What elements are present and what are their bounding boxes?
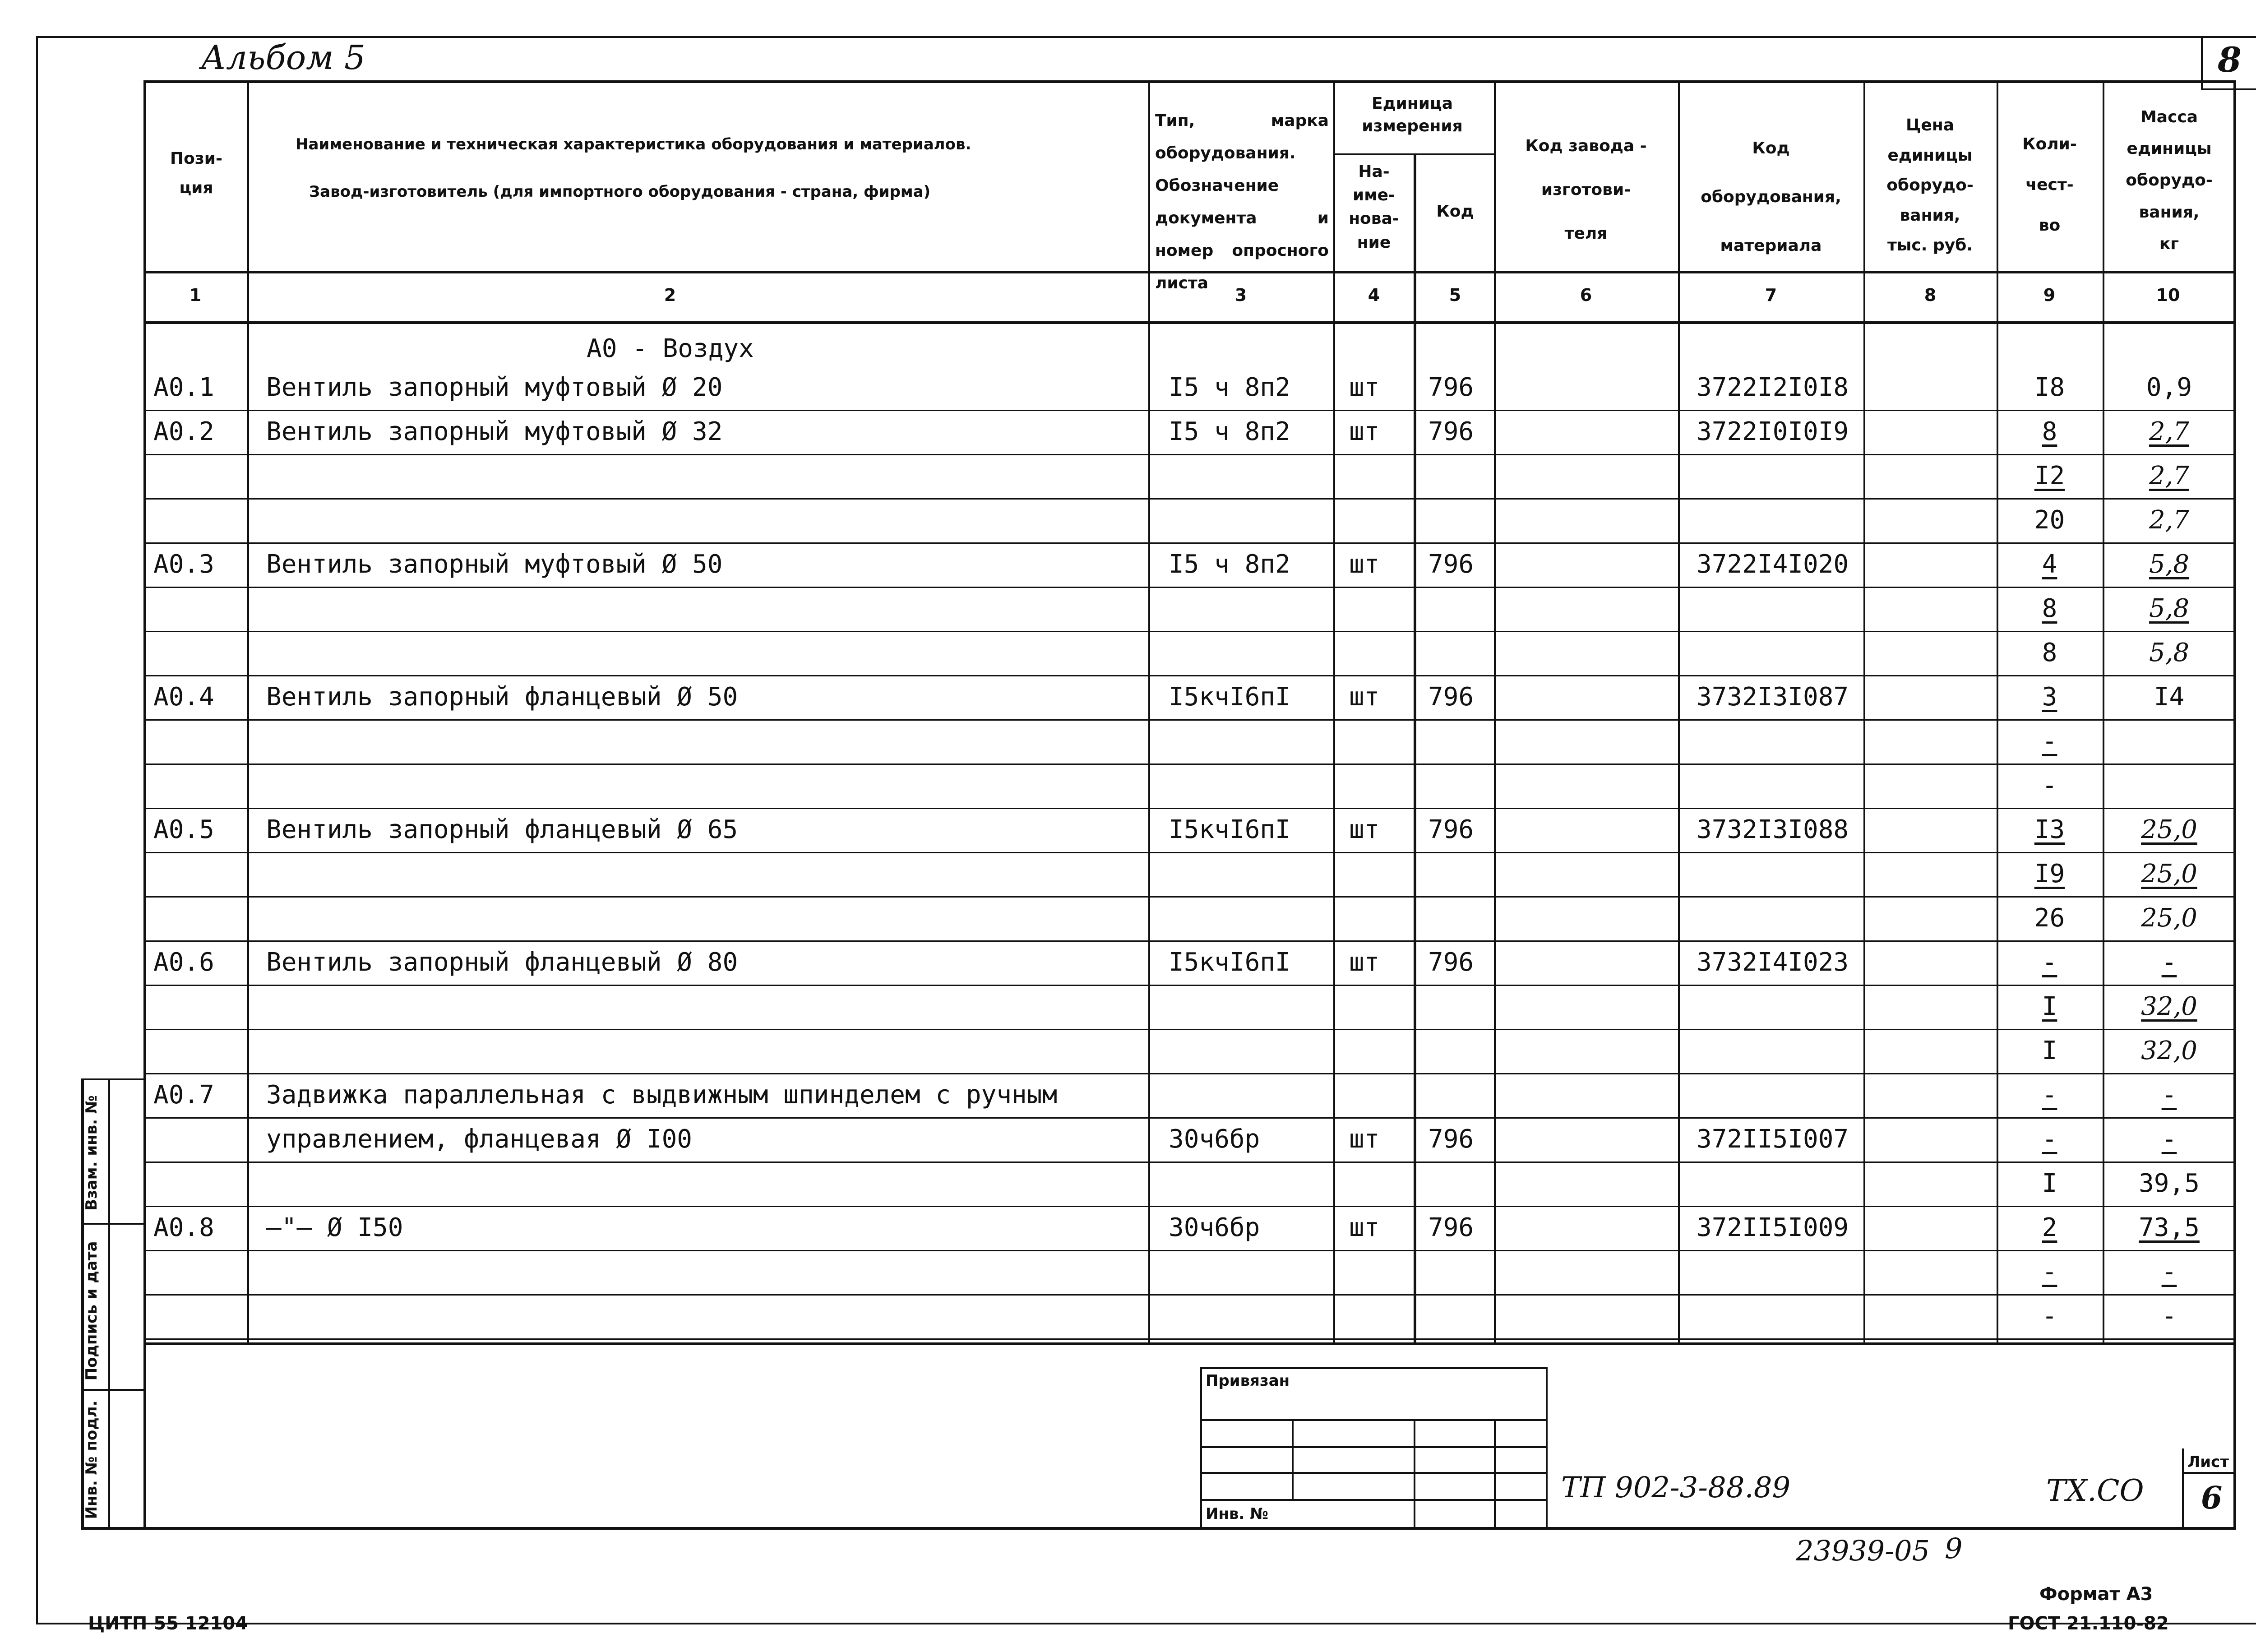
row-line <box>143 631 2235 632</box>
row-line <box>143 940 2235 942</box>
row-line <box>143 1294 2235 1296</box>
cell-equip-code: 3732I3I087 <box>1697 682 1849 712</box>
cell-mass: 2,7 <box>2149 417 2190 446</box>
row-line <box>143 1206 2235 1207</box>
cell-code: 796 <box>1428 373 1474 402</box>
cell-mass: 5,8 <box>2149 550 2190 579</box>
side-stamp-inv: Инв. № подл. <box>83 1400 101 1519</box>
cell-qty: I2 <box>2034 461 2065 491</box>
cell-name: Вентиль запорный фланцевый Ø 50 <box>266 682 738 712</box>
bottom-format: Формат А3 <box>2039 1584 2153 1605</box>
cell-type: I5кчI6пI <box>1169 682 1290 712</box>
cell-name: —"— Ø I50 <box>266 1213 403 1242</box>
side-stamp-inner <box>108 1078 110 1529</box>
table-left <box>143 80 146 1529</box>
col-line-7 <box>1863 80 1865 1344</box>
cell-mass: 25,0 <box>2141 903 2197 933</box>
header-name-line1: Наименование и техническая характеристика оборудования и материалов. <box>296 135 971 153</box>
bottom-gost: ГОСТ 21.110-82 <box>2008 1613 2169 1634</box>
cell-name: Вентиль запорный муфтовый Ø 32 <box>266 417 723 446</box>
row-line <box>143 542 2235 544</box>
cell-mass: 39,5 <box>2139 1169 2200 1198</box>
cell-unit: шт <box>1349 948 1380 977</box>
cell-code: 796 <box>1428 815 1474 844</box>
row-line <box>143 764 2235 765</box>
header-unit-name: На- име- нова- ние <box>1349 162 1399 252</box>
cell-qty: I <box>2042 992 2057 1021</box>
colnum-5: 5 <box>1449 285 1461 305</box>
cell-name: управлением, фланцевая Ø I00 <box>266 1124 693 1154</box>
frame-top <box>36 36 2256 38</box>
col-line-9 <box>2103 80 2104 1344</box>
bottom-stamp-page: 9 <box>1945 1532 1963 1565</box>
tb-sheet-number: 6 <box>2201 1480 2223 1516</box>
cell-qty: I3 <box>2034 815 2065 844</box>
colnum-9: 9 <box>2043 285 2056 305</box>
cell-qty: - <box>2042 727 2057 756</box>
colnum-bottom-line <box>143 321 2235 324</box>
cell-unit: шт <box>1349 417 1380 446</box>
cell-unit: шт <box>1349 550 1380 579</box>
cell-mass: I4 <box>2154 682 2185 712</box>
tb-privyazan-left <box>1200 1367 1202 1529</box>
table-bottom <box>81 1527 2236 1530</box>
colnum-7: 7 <box>1765 285 1777 305</box>
table-top <box>143 80 2235 83</box>
bottom-stamp-number: 23939-05 <box>1796 1534 1930 1567</box>
cell-mass: 73,5 <box>2139 1213 2200 1242</box>
cell-pos: А0.2 <box>153 417 214 446</box>
cell-qty: - <box>2042 1080 2057 1110</box>
row-line <box>143 454 2235 455</box>
row-line <box>143 1117 2235 1119</box>
header-equip-code: Код оборудования, материала <box>1701 139 1841 255</box>
tb-privyazan-right <box>1546 1367 1548 1529</box>
cell-name: Вентиль запорный фланцевый Ø 80 <box>266 948 738 977</box>
cell-pos: А0.1 <box>153 373 214 402</box>
cell-mass: - <box>2161 1257 2177 1286</box>
header-unit-code: Код <box>1436 202 1474 221</box>
cell-qty: 8 <box>2042 594 2057 623</box>
cell-mass: 2,7 <box>2149 505 2190 535</box>
colnum-3: 3 <box>1234 285 1247 305</box>
col-line-5 <box>1494 80 1496 1344</box>
section-title: А0 - Воздух <box>587 334 754 363</box>
row-line <box>143 587 2235 588</box>
tb-col2 <box>1414 1419 1415 1529</box>
frame-left <box>36 36 38 1624</box>
col-line-1 <box>247 80 249 1344</box>
cell-mass: 2,7 <box>2149 461 2190 491</box>
cell-type: I5кчI6пI <box>1169 815 1290 844</box>
cell-pos: А0.5 <box>153 815 214 844</box>
cell-name: Вентиль запорный фланцевый Ø 65 <box>266 815 738 844</box>
row-line <box>143 498 2235 500</box>
cell-equip-code: 3722I4I020 <box>1697 550 1849 579</box>
cell-mass: 25,0 <box>2141 859 2197 888</box>
cell-code: 796 <box>1428 948 1474 977</box>
page-corner-number: 8 <box>2218 40 2242 80</box>
side-stamp-podpis: Подпись и дата <box>83 1241 101 1381</box>
colnum-2: 2 <box>664 285 676 305</box>
cell-unit: шт <box>1349 1213 1380 1242</box>
cell-qty: - <box>2042 1257 2057 1286</box>
cell-mass: 25,0 <box>2141 815 2197 844</box>
cell-qty: I <box>2042 1169 2057 1198</box>
tb-inv-label: Инв. № <box>1206 1505 1269 1523</box>
cell-equip-code: 3732I3I088 <box>1697 815 1849 844</box>
colnum-4: 4 <box>1368 285 1380 305</box>
col-line-4 <box>1414 153 1416 1344</box>
cell-equip-code: 372II5I009 <box>1697 1213 1849 1242</box>
cell-equip-code: 3722I2I0I8 <box>1697 373 1849 402</box>
cell-qty: - <box>2042 948 2057 977</box>
cell-equip-code: 372II5I007 <box>1697 1124 1849 1154</box>
cell-unit: шт <box>1349 373 1380 402</box>
tb-sheet-left <box>2182 1448 2184 1529</box>
table-right <box>2233 80 2236 1529</box>
cell-type: 30ч6бр <box>1169 1124 1260 1154</box>
cell-unit: шт <box>1349 682 1380 712</box>
tb-privyazan-top <box>1200 1367 1548 1369</box>
cell-mass: - <box>2161 1124 2177 1154</box>
cell-qty: 2 <box>2042 1213 2057 1242</box>
cell-mass: 32,0 <box>2141 992 2197 1021</box>
cell-mass: 5,8 <box>2149 638 2190 667</box>
colnum-6: 6 <box>1580 285 1592 305</box>
cell-qty: 8 <box>2042 638 2057 667</box>
body-bottom-line <box>143 1342 2235 1345</box>
cell-equip-code: 3732I4I023 <box>1697 948 1849 977</box>
cell-qty: 26 <box>2034 903 2065 933</box>
cell-mass: - <box>2161 948 2177 977</box>
cell-type: I5кчI6пI <box>1169 948 1290 977</box>
header-quantity: Коли- чест- во <box>2022 135 2077 235</box>
colnum-10: 10 <box>2156 285 2180 305</box>
cell-mass: - <box>2161 1301 2177 1331</box>
cell-mass: - <box>2161 1080 2177 1110</box>
cell-mass: 0,9 <box>2146 373 2192 402</box>
header-price: Цена единицы оборудо- вания, тыс. руб. <box>1886 116 1974 255</box>
frame-bottom <box>36 1623 2256 1624</box>
cell-mass: 5,8 <box>2149 594 2190 623</box>
row-line <box>143 1161 2235 1163</box>
row-line <box>143 1338 2235 1340</box>
bottom-left-code: ЦИТП 55 12104 <box>88 1613 248 1634</box>
corner-box-bottom <box>2201 88 2256 90</box>
colnum-8: 8 <box>1924 285 1937 305</box>
cell-qty: 3 <box>2042 682 2057 712</box>
row-line <box>143 675 2235 676</box>
cell-qty: I8 <box>2034 373 2065 402</box>
col-line-2 <box>1148 80 1150 1344</box>
row-line <box>143 719 2235 721</box>
cell-pos: А0.3 <box>153 550 214 579</box>
header-factory-code: Код завода - изготови- теля <box>1525 137 1647 243</box>
cell-mass: 32,0 <box>2141 1036 2197 1065</box>
cell-qty: - <box>2042 771 2057 800</box>
row-line <box>143 1029 2235 1030</box>
row-line <box>143 896 2235 898</box>
side-stamp-vzam: Взам. инв. № <box>83 1095 101 1211</box>
cell-unit: шт <box>1349 1124 1380 1154</box>
tb-doc-code: ТП 902-3-88.89 <box>1561 1471 1791 1504</box>
cell-pos: А0.7 <box>153 1080 214 1110</box>
cell-qty: 4 <box>2042 550 2057 579</box>
cell-qty: I <box>2042 1036 2057 1065</box>
header-unit-group: Единица измерения <box>1362 94 1463 136</box>
cell-name: Вентиль запорный муфтовый Ø 20 <box>266 373 723 402</box>
cell-qty: 20 <box>2034 505 2065 535</box>
cell-type: I5 ч 8п2 <box>1169 417 1290 446</box>
tb-sheet-sep <box>2182 1472 2236 1474</box>
row-line <box>143 852 2235 853</box>
header-type: Тип, марка оборудования. Обозначение документа и номер опросного листа <box>1155 111 1329 292</box>
cell-name: Вентиль запорный муфтовый Ø 50 <box>266 550 723 579</box>
col-line-6 <box>1678 80 1680 1344</box>
cell-pos: А0.8 <box>153 1213 214 1242</box>
cell-code: 796 <box>1428 1124 1474 1154</box>
row-line <box>143 410 2235 411</box>
row-line <box>143 808 2235 809</box>
cell-qty: - <box>2042 1301 2057 1331</box>
cell-code: 796 <box>1428 682 1474 712</box>
tb-col3 <box>1494 1419 1496 1529</box>
col-line-8 <box>1997 80 1998 1344</box>
tb-col1 <box>1292 1419 1294 1499</box>
col-line-3 <box>1333 80 1335 1344</box>
cell-pos: А0.6 <box>153 948 214 977</box>
cell-code: 796 <box>1428 550 1474 579</box>
cell-qty: 8 <box>2042 417 2057 446</box>
cell-type: I5 ч 8п2 <box>1169 373 1290 402</box>
row-line <box>143 1073 2235 1074</box>
cell-code: 796 <box>1428 417 1474 446</box>
cell-name: Задвижка параллельная с выдвижным шпинделем с ручным <box>266 1080 1058 1110</box>
row-line <box>143 985 2235 986</box>
cell-qty: I9 <box>2034 859 2065 888</box>
tb-privyazan-label: Привязан <box>1206 1372 1290 1390</box>
cell-code: 796 <box>1428 1213 1474 1242</box>
cell-type: 30ч6бр <box>1169 1213 1260 1242</box>
cell-equip-code: 3722I0I0I9 <box>1697 417 1849 446</box>
cell-pos: А0.4 <box>153 682 214 712</box>
row-line <box>143 1250 2235 1251</box>
cell-qty: - <box>2042 1124 2057 1154</box>
album-label: Альбом 5 <box>201 38 366 77</box>
header-position: Пози- ция <box>170 149 222 197</box>
cell-unit: шт <box>1349 815 1380 844</box>
cell-type: I5 ч 8п2 <box>1169 550 1290 579</box>
colnum-1: 1 <box>189 285 202 305</box>
header-mass: Масса единицы оборудо- вания, кг <box>2126 108 2213 253</box>
tb-mark: ТХ.СО <box>2046 1473 2144 1508</box>
header-name-line2: Завод-изготовитель (для импортного оборудования - страна, фирма) <box>309 183 931 201</box>
tb-sheet-label: Лист <box>2187 1453 2229 1471</box>
